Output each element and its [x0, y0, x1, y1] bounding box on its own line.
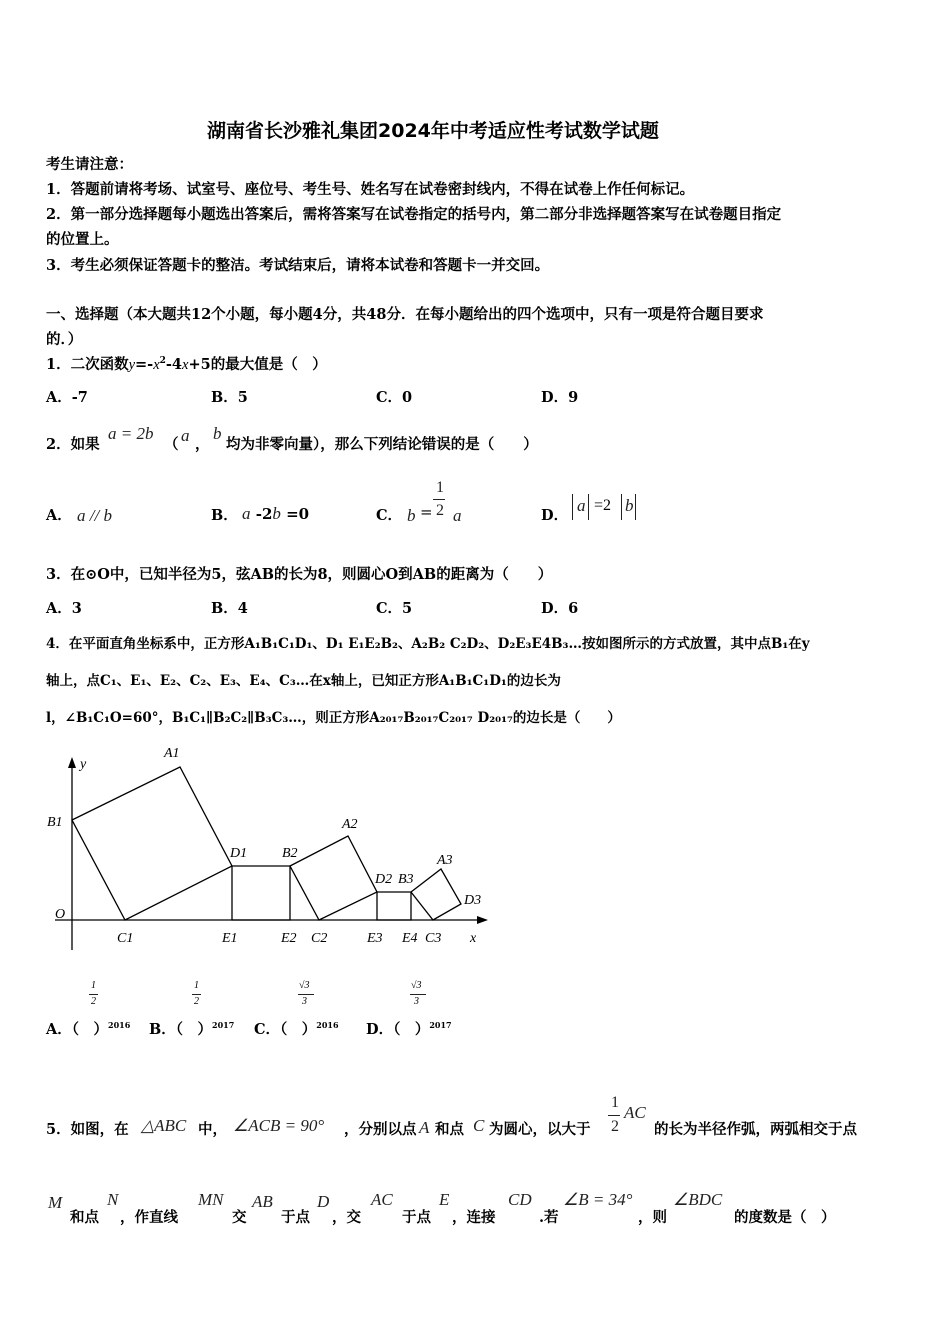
label-E4: E4 [402, 931, 418, 946]
q4-a-den: 2 [91, 996, 96, 1007]
q2-option-d-eq: =2 [594, 497, 612, 514]
q5-text-6: 的长为半径作弧，两弧相交于点 [654, 1121, 857, 1138]
q5-half-num: 1 [611, 1094, 619, 1111]
q5-line-mn: MN [198, 1190, 224, 1209]
label-E1: E1 [222, 931, 238, 946]
square-d2e3e4b3 [377, 892, 411, 920]
q4-option-a: A．（ ）$^{2016}$ [46, 1020, 131, 1038]
q5-angle-bdc: ∠BDC [673, 1190, 723, 1209]
section1-line2: 的．） [46, 331, 83, 348]
q5-line-ac: AC [371, 1190, 393, 1209]
q5-point-m: M [48, 1193, 63, 1212]
q2-option-c-fracline [433, 499, 445, 500]
q5-text-8: ，作直线 [120, 1209, 178, 1226]
q2-option-d-label: D． [541, 507, 569, 524]
q2-comma: ， [195, 436, 210, 453]
notice-heading: 考生请注意： [46, 156, 133, 173]
q4-b-fracline [192, 994, 201, 995]
square-3 [411, 869, 461, 920]
q5-text-15: ，则 [638, 1209, 667, 1226]
q5-half-fracline [608, 1115, 620, 1116]
label-A1: A1 [164, 746, 180, 761]
q5-line-ab: AB [252, 1192, 273, 1211]
q1-option-a: A．-7 [46, 389, 88, 406]
q5-point-a: A [419, 1118, 430, 1137]
label-A2: A2 [342, 817, 358, 832]
q5-text-7: 和点 [70, 1209, 99, 1226]
q2-suffix: 均为非零向量），那么下列结论错误的是（ ） [226, 436, 538, 453]
q5-text-12: 于点 [402, 1209, 431, 1226]
q5-text-14: .若 [539, 1209, 559, 1226]
q2-condition: a = 2b [108, 424, 154, 443]
q4-a-num: 1 [91, 980, 96, 991]
q5-line-cd: CD [508, 1190, 532, 1209]
q2-option-c-a: a [453, 506, 462, 525]
q2-option-b-label: B． [211, 507, 238, 524]
q1-option-b: B．5 [211, 389, 248, 406]
q4-d-num: √3 [411, 980, 422, 991]
label-D3: D3 [464, 893, 482, 908]
q2-paren: （ [164, 436, 179, 453]
q2-option-b-expr: a -2b =0 [242, 504, 310, 523]
question-1: 1．二次函数$y=-x^2-4x+5$的最大值是（ ） [46, 356, 327, 373]
section1-line1: 一、选择题（本大题共12个小题，每小题4分，共48分．在每小题给出的四个选项中，只有一项是符合题目要求 [46, 306, 764, 323]
q3-option-a: A．3 [46, 600, 82, 617]
q5-text-11: ，交 [332, 1209, 361, 1226]
q5-text-1: 5．如图，在 [46, 1121, 129, 1138]
q2-option-c-eq: = [420, 503, 433, 521]
label-C2: C2 [311, 931, 328, 946]
q5-half-ac: AC [624, 1103, 646, 1122]
q2-option-c-den: 2 [436, 502, 444, 519]
q2-d-abs-bar-2 [588, 494, 589, 520]
label-x: x [470, 931, 477, 946]
q3-option-b: B．4 [211, 600, 248, 617]
q2-option-a-expr: a // b [77, 506, 112, 525]
page-title: 湖南省长沙雅礼集团2024年中考适应性考试数学试题 [207, 120, 659, 142]
q5-triangle: △ABC [141, 1116, 187, 1135]
label-E2: E2 [281, 931, 297, 946]
q4-a-fracline [89, 994, 98, 995]
q5-text-13: ，连接 [452, 1209, 496, 1226]
q5-half-den: 2 [611, 1118, 619, 1135]
label-C1: C1 [117, 931, 134, 946]
q2-option-a-label: A． [46, 507, 72, 524]
q4-c-num: √3 [299, 980, 310, 991]
q4-d-fracline [410, 994, 426, 995]
label-y: y [80, 757, 87, 772]
q2-d-abs-bar-4 [635, 494, 636, 520]
q4-figure [40, 745, 500, 955]
question-4-line3: l，∠B₁C₁O=60°，B₁C₁∥B₂C₂∥B₃C₃…，则正方形A₂₀₁₇B₂₀₁₇C₂₀₁₇ D₂₀₁₇的边长是（ ） [46, 710, 621, 726]
q2-var-b: b [213, 424, 222, 443]
label-C3: C3 [425, 931, 442, 946]
x-axis-arrow [477, 916, 488, 924]
q2-option-c-b: b [407, 506, 416, 525]
q5-text-16: 的度数是（ ） [734, 1209, 836, 1226]
q5-text-3: ，分别以点 [344, 1121, 417, 1138]
q5-point-d: D [317, 1192, 330, 1211]
notice-item-1: 1．答题前请将考场、试室号、座位号、考生号、姓名写在试卷密封线内，不得在试卷上作任何标记。 [46, 181, 695, 198]
q2-d-abs-bar-3 [621, 494, 622, 520]
label-D1: D1 [230, 846, 248, 861]
question-2: 2．如果 [46, 436, 100, 453]
label-B2: B2 [282, 846, 298, 861]
q4-b-num: 1 [194, 980, 199, 991]
question-3: 3．在⊙O中，已知半径为5，弦AB的长为8，则圆心O到AB的距离为（ ） [46, 566, 553, 583]
q4-option-d: D．（ ）$^{2017}$ [366, 1020, 452, 1038]
square-1 [72, 767, 232, 920]
q1-option-c: C．0 [376, 389, 413, 406]
q4-option-b: B．（ ）$^{2017}$ [149, 1020, 235, 1038]
q5-text-2: 中， [198, 1121, 227, 1138]
q3-option-d: D．6 [541, 600, 579, 617]
q4-b-den: 2 [194, 996, 199, 1007]
label-O: O [55, 907, 66, 922]
q4-c-fracline [298, 994, 314, 995]
square-d1e1e2b2 [232, 866, 290, 920]
square-2 [290, 836, 377, 920]
label-B1: B1 [47, 815, 63, 830]
q2-d-abs-bar-1 [572, 494, 573, 520]
q2-var-a: a [181, 426, 190, 445]
label-A3: A3 [437, 853, 453, 868]
q2-option-d-a: a [577, 496, 586, 515]
y-axis-arrow [68, 757, 76, 768]
label-B3: B3 [398, 872, 414, 887]
notice-item-2-cont: 的位置上。 [46, 231, 119, 248]
q4-option-c: C．（ ）$^{2016}$ [254, 1020, 339, 1038]
q2-option-c-num: 1 [436, 479, 444, 496]
q5-point-n: N [107, 1190, 119, 1209]
q2-option-d-b: b [625, 496, 634, 515]
label-E3: E3 [367, 931, 383, 946]
notice-item-2: 2．第一部分选择题每小题选出答案后，需将答案写在试卷指定的括号内，第二部分非选择题答案写在试卷题目指定 [46, 206, 782, 223]
q5-text-4: 和点 [435, 1121, 464, 1138]
q3-option-c: C．5 [376, 600, 413, 617]
question-4-line2: 轴上，点C₁、E₁、E₂、C₂、E₃、E₄、C₃…在x轴上，已知正方形A₁B₁C₁D₁的边长为 [46, 673, 561, 689]
question-4-line1: 4．在平面直角坐标系中，正方形A₁B₁C₁D₁、D₁ E₁E₂B₂、A₂B₂ C₂D₂、D₂E₃E4B₃…按如图所示的方式放置，其中点B₁在y [46, 636, 810, 652]
q5-text-10: 于点 [281, 1209, 310, 1226]
q5-angle-acb: ∠ACB = 90° [233, 1116, 325, 1135]
q4-d-den: 3 [414, 996, 419, 1007]
q5-point-e: E [439, 1190, 450, 1209]
q4-c-den: 3 [302, 996, 307, 1007]
q5-text-5: 为圆心，以大于 [489, 1121, 591, 1138]
label-D2: D2 [375, 872, 393, 887]
q5-text-9: 交 [232, 1209, 247, 1226]
q2-option-c-label: C． [376, 507, 403, 524]
notice-item-3: 3．考生必须保证答题卡的整洁。考试结束后，请将本试卷和答题卡一并交回。 [46, 257, 550, 274]
q5-angle-b: ∠B = 34° [563, 1190, 633, 1209]
q5-point-c: C [473, 1116, 485, 1135]
q1-option-d: D．9 [541, 389, 579, 406]
